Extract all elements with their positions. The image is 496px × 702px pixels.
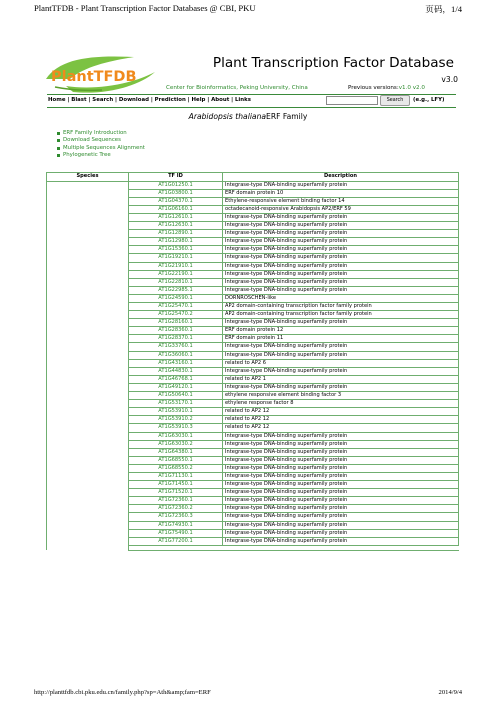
tf-description: Integrase-type DNA-binding superfamily protein [223, 456, 459, 464]
tf-description: ethylene response factor 8 [223, 400, 459, 408]
nav-links[interactable]: Home | Blast | Search | Download | Prediction | Help | About | Links [48, 97, 251, 103]
menu-item-family-introduction[interactable]: ERF Family Introduction [57, 130, 145, 137]
tf-id-link[interactable]: AT1G22985.1 [129, 286, 223, 294]
previous-versions [348, 85, 425, 91]
tf-description: related to AP2 12 [223, 408, 459, 416]
tf-id-link[interactable]: AT1G53170.1 [129, 400, 223, 408]
tf-description: Integrase-type DNA-binding superfamily protein [223, 254, 459, 262]
tf-description: Integrase-type DNA-binding superfamily protein [223, 270, 459, 278]
tf-description: Integrase-type DNA-binding superfamily protein [223, 278, 459, 286]
family-name: ERF Family [266, 112, 308, 121]
tf-description: Integrase-type DNA-binding superfamily protein [223, 521, 459, 529]
tf-id-link[interactable]: AT1G64380.1 [129, 448, 223, 456]
continuation-cell [129, 545, 223, 550]
tf-description: Integrase-type DNA-binding superfamily protein [223, 230, 459, 238]
tf-id-link[interactable]: AT1G71130.1 [129, 472, 223, 480]
tf-id-link[interactable]: AT1G28360.1 [129, 327, 223, 335]
tf-id-link[interactable]: AT1G72360.3 [129, 513, 223, 521]
tf-description: DORNROSCHEN-like [223, 294, 459, 302]
tf-id-link[interactable]: AT1G46768.1 [129, 375, 223, 383]
tf-description: AP2 domain-containing transcription factor family protein [223, 303, 459, 311]
tf-description: Integrase-type DNA-binding superfamily protein [223, 497, 459, 505]
column-header-description: Description [223, 173, 459, 182]
tf-id-link[interactable]: AT1G28370.1 [129, 335, 223, 343]
tf-description: related to AP2 1 [223, 375, 459, 383]
tf-description: Integrase-type DNA-binding superfamily protein [223, 181, 459, 189]
table-row [47, 181, 459, 189]
print-footer [34, 689, 462, 699]
tf-description: Integrase-type DNA-binding superfamily protein [223, 513, 459, 521]
family-title [0, 112, 496, 121]
tf-id-link[interactable]: AT1G25470.2 [129, 311, 223, 319]
previous-versions-label: Previous versions: [348, 85, 399, 91]
planttfdb-logo[interactable] [40, 52, 162, 97]
tf-id-link[interactable]: AT1G12630.1 [129, 222, 223, 230]
tf-description: Integrase-type DNA-binding superfamily protein [223, 537, 459, 545]
tf-description: Ethylene-responsive element binding factor 14 [223, 197, 459, 205]
tf-description: Integrase-type DNA-binding superfamily protein [223, 489, 459, 497]
tf-table [46, 172, 459, 551]
previous-versions-links[interactable]: v1.0 v2.0 [398, 85, 425, 91]
tf-id-link[interactable]: AT1G72360.1 [129, 497, 223, 505]
tf-description: Integrase-type DNA-binding superfamily protein [223, 448, 459, 456]
tf-id-link[interactable]: AT1G03800.1 [129, 189, 223, 197]
tf-id-link[interactable]: AT1G68550.1 [129, 456, 223, 464]
tf-id-link[interactable]: AT1G22810.1 [129, 278, 223, 286]
tf-id-link[interactable]: AT1G53910.2 [129, 416, 223, 424]
tf-description: Integrase-type DNA-binding superfamily protein [223, 505, 459, 513]
print-footer-url: http://planttfdb.cbi.pku.edu.cn/family.php?sp=Ath&amp;fam=ERF [34, 689, 211, 696]
print-header-page: 页码，1/4 [425, 4, 462, 14]
column-header-tf-id: TF ID [129, 173, 223, 182]
tf-description: Integrase-type DNA-binding superfamily protein [223, 222, 459, 230]
tf-description: Integrase-type DNA-binding superfamily protein [223, 472, 459, 480]
search-example: (e.g., LFY) [413, 97, 445, 103]
nav-bar [47, 94, 456, 108]
column-header-species: Species [47, 173, 129, 182]
tf-description: Integrase-type DNA-binding superfamily protein [223, 351, 459, 359]
tf-id-link[interactable]: AT1G25470.1 [129, 303, 223, 311]
tf-description: Integrase-type DNA-binding superfamily protein [223, 367, 459, 375]
tf-id-link[interactable]: AT1G15360.1 [129, 246, 223, 254]
tf-description: Integrase-type DNA-binding superfamily protein [223, 262, 459, 270]
continuation-cell [223, 545, 459, 550]
tf-id-link[interactable]: AT1G12890.1 [129, 230, 223, 238]
menu-item-download-sequences[interactable]: Download Sequences [57, 137, 145, 144]
tf-description: Integrase-type DNA-binding superfamily protein [223, 529, 459, 537]
print-footer-date: 2014/9/4 [438, 689, 462, 696]
print-header [34, 3, 462, 13]
tf-description: Integrase-type DNA-binding superfamily protein [223, 464, 459, 472]
tf-id-link[interactable]: AT1G43160.1 [129, 359, 223, 367]
tf-description: octadecanoid-responsive Arabidopsis AP2/ERF 59 [223, 205, 459, 213]
tf-description: Integrase-type DNA-binding superfamily protein [223, 238, 459, 246]
site-version: v3.0 [441, 75, 458, 84]
logo-text: PlantTFDB [51, 69, 137, 85]
species-cell [47, 181, 129, 550]
tf-description: ERF domain protein 12 [223, 327, 459, 335]
table-header-row [47, 173, 459, 182]
tf-id-link[interactable]: AT1G04370.1 [129, 197, 223, 205]
tf-description: ERF domain protein 10 [223, 189, 459, 197]
species-name: Arabidopsis thaliana [188, 112, 267, 121]
center-link[interactable]: Center for Bioinformatics, Peking University, China [166, 85, 308, 91]
tf-description: Integrase-type DNA-binding superfamily protein [223, 319, 459, 327]
tf-id-link[interactable]: AT1G12610.1 [129, 213, 223, 221]
tf-description: AP2 domain-containing transcription factor family protein [223, 311, 459, 319]
tf-id-link[interactable]: AT1G22190.1 [129, 270, 223, 278]
tf-id-link[interactable]: AT1G44830.1 [129, 367, 223, 375]
tf-id-link[interactable]: AT1G68550.2 [129, 464, 223, 472]
tf-description: ethylene responsive element binding factor 3 [223, 392, 459, 400]
tf-id-link[interactable]: AT1G06160.1 [129, 205, 223, 213]
tf-id-link[interactable]: AT1G75490.1 [129, 529, 223, 537]
menu-item-phylogenetic-tree[interactable]: Phylogenetic Tree [57, 152, 145, 159]
tf-id-link[interactable]: AT1G53910.3 [129, 424, 223, 432]
tf-id-link[interactable]: AT1G21910.1 [129, 262, 223, 270]
tf-id-link[interactable]: AT1G19210.1 [129, 254, 223, 262]
tf-description: related to AP2 12 [223, 424, 459, 432]
family-menu [57, 130, 145, 159]
tf-id-link[interactable]: AT1G71520.1 [129, 489, 223, 497]
tf-description: ERF domain protein 11 [223, 335, 459, 343]
search-button[interactable]: Search [380, 95, 410, 106]
tf-description: related to AP2 6 [223, 359, 459, 367]
tf-id-link[interactable]: AT1G72360.2 [129, 505, 223, 513]
tf-id-link[interactable]: AT1G12980.1 [129, 238, 223, 246]
tf-id-link[interactable]: AT1G36060.1 [129, 351, 223, 359]
tf-id-link[interactable]: AT1G63030.2 [129, 440, 223, 448]
menu-item-multiple-sequences-alignment[interactable]: Multiple Sequences Alignment [57, 145, 145, 152]
tf-id-link[interactable]: AT1G77200.1 [129, 537, 223, 545]
tf-id-link[interactable]: AT1G01250.1 [129, 181, 223, 189]
tf-id-link[interactable]: AT1G71450.1 [129, 481, 223, 489]
search-input[interactable] [326, 96, 378, 105]
tf-description: Integrase-type DNA-binding superfamily protein [223, 213, 459, 221]
print-header-title: PlantTFDB - Plant Transcription Factor Databases @ CBI, PKU [34, 3, 256, 13]
tf-description: Integrase-type DNA-binding superfamily protein [223, 481, 459, 489]
tf-id-link[interactable]: AT1G49120.1 [129, 383, 223, 391]
tf-description: Integrase-type DNA-binding superfamily protein [223, 440, 459, 448]
tf-description: Integrase-type DNA-binding superfamily protein [223, 343, 459, 351]
tf-description: Integrase-type DNA-binding superfamily protein [223, 432, 459, 440]
tf-id-link[interactable]: AT1G63030.1 [129, 432, 223, 440]
site-title: Plant Transcription Factor Database [212, 55, 454, 71]
tf-id-link[interactable]: AT1G24590.1 [129, 294, 223, 302]
tf-description: Integrase-type DNA-binding superfamily protein [223, 286, 459, 294]
tf-id-link[interactable]: AT1G28160.1 [129, 319, 223, 327]
tf-description: Integrase-type DNA-binding superfamily protein [223, 383, 459, 391]
tf-id-link[interactable]: AT1G53910.1 [129, 408, 223, 416]
tf-description: Integrase-type DNA-binding superfamily protein [223, 246, 459, 254]
tf-description: related to AP2 12 [223, 416, 459, 424]
tf-id-link[interactable]: AT1G74930.1 [129, 521, 223, 529]
tf-id-link[interactable]: AT1G50640.1 [129, 392, 223, 400]
tf-id-link[interactable]: AT1G33760.1 [129, 343, 223, 351]
